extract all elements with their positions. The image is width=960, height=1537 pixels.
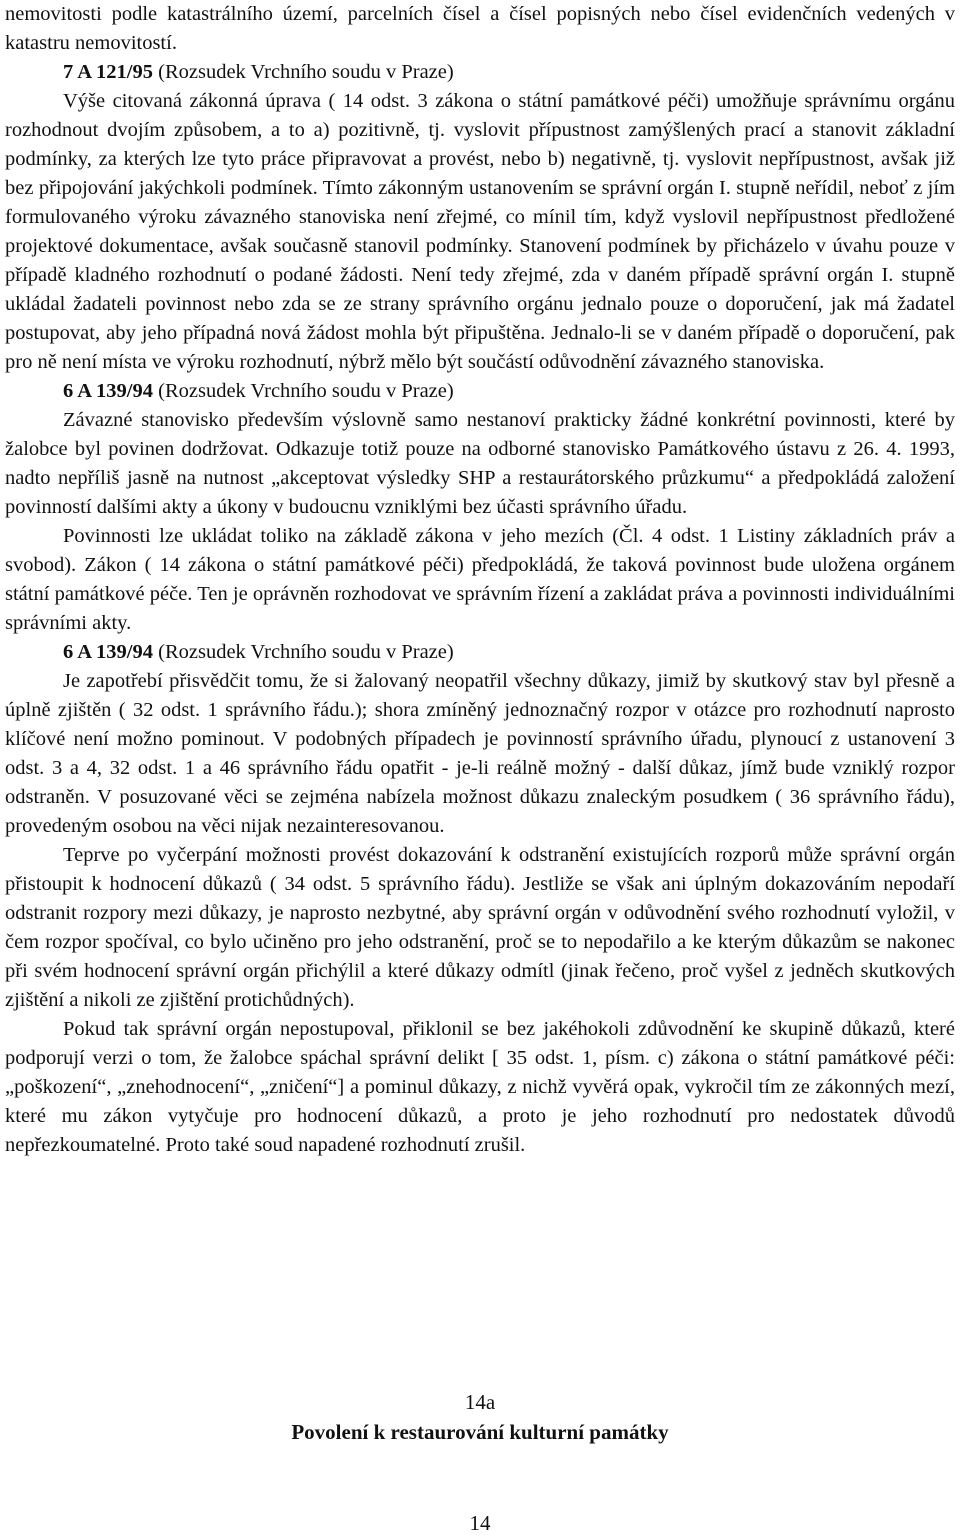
paragraph bbox=[5, 87, 955, 377]
paragraph-text: Teprve po vyčerpání možnosti provést dokazování k odstranění existujících rozporů může správní orgán přistoupit k hodnocení důkazů ( 34 odst. 5 správního řádu). Jestliže se však ani úplným dokazováním nepodaří odstranit rozpory mezi důkazy, je naprosto nezbytné, aby správní orgán v odůvodnění svého rozhodnutí vyložil, v čem rozpor spočíval, co bylo učiněno pro jeho odstranění, proč se to nepodařilo a ke kterým důkazům se nakonec při svém hodnocení správní orgán přichýlil a které důkazy odmítl (jinak řečeno, proč vyšel z jedněch skutkových zjištění a nikoli ze zjištění protichůdných). bbox=[5, 844, 955, 1011]
paragraph bbox=[5, 58, 955, 87]
paragraph-text: (Rozsudek Vrchního soudu v Praze) bbox=[153, 61, 454, 83]
case-reference: 6 A 139/94 bbox=[63, 380, 153, 402]
paragraph-text: Závazné stanovisko především výslovně samo nestanoví prakticky žádné konkrétní povinnosti, které by žalobce byl povinen dodržovat. Odkazuje totiž pouze na odborné stanovisko Památkového ústavu z 26. 4. 1993, nadto nepříliš jasně na nutnost „akceptovat výsledky SHP a restaurátorského průzkumu“ a předpokládá založení povinností dalšími akty a úkony v budoucnu vzniklými bez účasti správního úřadu. bbox=[5, 409, 955, 518]
paragraph-text: Povinnosti lze ukládat toliko na základě zákona v jeho mezích (Čl. 4 odst. 1 Listiny základních práv a svobod). Zákon ( 14 zákona o státní památkové péči) předpokládá, že taková povinnost bude uložena orgánem státní památkové péče. Ten je oprávněn rozhodovat ve správním řízení a zakládat práva a povinnosti individuálními správními akty. bbox=[5, 525, 955, 634]
paragraph-text: (Rozsudek Vrchního soudu v Praze) bbox=[153, 380, 454, 402]
page-number: 14 bbox=[469, 1511, 491, 1535]
section-heading bbox=[0, 1387, 960, 1447]
case-reference: 7 A 121/95 bbox=[63, 61, 153, 83]
section-number: 14a bbox=[464, 1390, 496, 1414]
section-title: Povolení k restaurování kulturní památky bbox=[291, 1420, 669, 1444]
document-body bbox=[5, 0, 955, 1160]
paragraph bbox=[5, 841, 955, 1015]
paragraph bbox=[5, 667, 955, 841]
case-reference: 6 A 139/94 bbox=[63, 641, 153, 663]
paragraph bbox=[5, 0, 955, 58]
paragraph bbox=[5, 522, 955, 638]
paragraph bbox=[5, 377, 955, 406]
paragraph-text: Pokud tak správní orgán nepostupoval, přiklonil se bez jakéhokoli zdůvodnění ke skupině důkazů, které podporují verzi o tom, že žalobce spáchal správní delikt [ 35 odst. 1, písm. c) zákona o státní památkové péči: „poškození“, „znehodnocení“, „zničení“] a pominul důkazy, z nichž vyvěrá opak, vykročil tím ze zákonných mezí, které mu zákon vytyčuje pro hodnocení důkazů, a proto je jeho rozhodnutí pro nedostatek důvodů nepřezkoumatelné. Proto také soud napadené rozhodnutí zrušil. bbox=[5, 1018, 955, 1156]
paragraph bbox=[5, 1015, 955, 1160]
paragraph-text: nemovitosti podle katastrálního území, parcelních čísel a čísel popisných nebo čísel evidenčních vedených v katastru nemovitostí. bbox=[5, 3, 955, 54]
paragraph bbox=[5, 406, 955, 522]
paragraph-text: (Rozsudek Vrchního soudu v Praze) bbox=[153, 641, 454, 663]
paragraph-text: Výše citovaná zákonná úprava ( 14 odst. 3 zákona o státní památkové péči) umožňuje správnímu orgánu rozhodnout dvojím způsobem, a to a) pozitivně, tj. vyslovit přípustnost zamýšlených prací a stanovit základní podmínky, za kterých lze tyto práce připravovat a provést, nebo b) negativně, tj. vyslovit nepřípustnost, avšak již bez připojování jakýchkoli podmínek. Tímto zákonným ustanovením se správní orgán I. stupně neřídil, neboť z jím formulovaného výroku závazného stanoviska není zřejmé, co mínil tím, když vyslovil nepřípustnost předložené projektové dokumentace, avšak současně stanovil podmínky. Stanovení podmínek by přicházelo v úvahu pouze v případě kladného rozhodnutí o podané žádosti. Není tedy zřejmé, zda v daném případě správní orgán I. stupně ukládal žadateli povinnost nebo zda se ze strany správního orgánu jednalo pouze o doporučení, jak má žadatel postupovat, aby jeho případná nová žádost mohla být připuštěna. Jednalo-li se v daném případě o doporučení, pak pro ně není místa ve výroku rozhodnutí, nýbrž mělo být součástí odůvodnění závazného stanoviska. bbox=[5, 90, 955, 373]
paragraph-text: Je zapotřebí přisvědčit tomu, že si žalovaný neopatřil všechny důkazy, jimiž by skutkový stav byl přesně a úplně zjištěn ( 32 odst. 1 správního řádu.); shora zmíněný jednoznačný rozpor v otázce pro rozhodnutí naprosto klíčové není možno pominout. V podobných případech je povinností správního úřadu, plynoucí z ustanovení 3 odst. 3 a 4, 32 odst. 1 a 46 správního řádu opatřit - je-li reálně možný - další důkaz, jímž bude vzniklý rozpor odstraněn. V posuzované věci se zejména nabízela možnost důkazu znaleckým posudkem ( 36 správního řádu), provedeným osobou na věci nijak nezainteresovanou. bbox=[5, 670, 955, 837]
paragraph bbox=[5, 638, 955, 667]
